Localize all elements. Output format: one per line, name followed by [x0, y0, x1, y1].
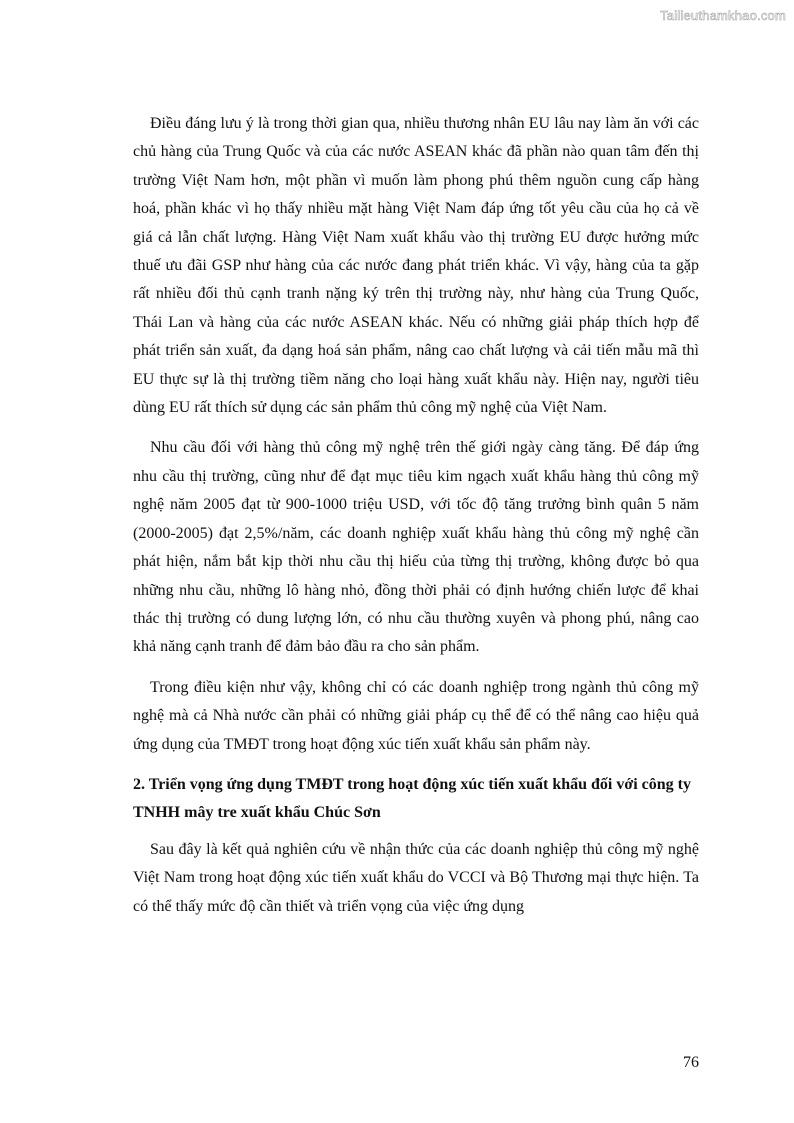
section-heading: 2. Triển vọng ứng dụng TMĐT trong hoạt động xúc tiến xuất khẩu đối với công ty TNHH mây tre xuất khẩu Chúc Sơn [133, 775, 691, 822]
paragraph-eu-market: Điều đáng lưu ý là trong thời gian qua, nhiều thương nhân EU lâu nay làm ăn với các chủ hàng của Trung Quốc và của các nước ASEAN khác đã phần nào quan tâm đến thị trường Việt Nam hơn, một phần vì muốn làm phong phú thêm nguồn cung cấp hàng hoá, phần khác vì họ thấy nhiều mặt hàng Việt Nam đáp ứng tốt yêu cầu của họ cả về giá cả lẫn chất lượng. Hàng Việt Nam xuất khẩu vào thị trường EU được hưởng mức thuế ưu đãi GSP như hàng của các nước đang phát triển khác. Vì vậy, hàng của ta gặp rất nhiều đối thủ cạnh tranh nặng ký trên thị trường này, như hàng của Trung Quốc, Thái Lan và hàng của các nước ASEAN khác. Nếu có những giải pháp thích hợp để phát triển sản xuất, đa dạng hoá sản phẩm, nâng cao chất lượng và cải tiến mẫu mã thì EU thực sự là thị trường tiềm năng cho loại hàng xuất khẩu này. Hiện nay, người tiêu dùng EU rất thích sử dụng các sản phẩm thủ công mỹ nghệ của Việt Nam. [133, 115, 699, 417]
page-number: 76 [683, 1054, 699, 1071]
watermark: Tailieuthamkhao.com [660, 8, 786, 23]
paragraph-conditions: Trong điều kiện như vậy, không chỉ có các doanh nghiệp trong ngành thủ công mỹ nghệ mà cả Nhà nước cần phải có những giải pháp cụ thể để có thể nâng cao hiệu quả ứng dụng của TMĐT trong hoạt động xúc tiến xuất khẩu sản phẩm này. [133, 678, 699, 753]
page-body [133, 110, 699, 933]
paragraph-demand: Nhu cầu đối với hàng thủ công mỹ nghệ trên thế giới ngày càng tăng. Để đáp ứng nhu cầu thị trường, cũng như để đạt mục tiêu kim ngạch xuất khẩu hàng thủ công mỹ nghệ năm 2005 đạt từ 900-1000 triệu USD, với tốc độ tăng trưởng bình quân 5 năm (2000-2005) đạt 2,5%/năm, các doanh nghiệp xuất khẩu hàng thủ công mỹ nghệ cần phát hiện, nắm bắt kịp thời nhu cầu thị hiếu của từng thị trường, không được bỏ qua những nhu cầu, những lô hàng nhỏ, đồng thời phải có định hướng chiến lược để khai thác thị trường có dung lượng lớn, có nhu cầu thường xuyên và phong phú, nâng cao khả năng cạnh tranh để đảm bảo đầu ra cho sản phẩm. [133, 439, 699, 656]
paragraph-research: Sau đây là kết quả nghiên cứu về nhận thức của các doanh nghiệp thủ công mỹ nghệ Việt Nam trong hoạt động xúc tiến xuất khẩu do VCCI và Bộ Thương mại thực hiện. Ta có thể thấy mức độ cần thiết và triển vọng của việc ứng dụng [133, 840, 699, 915]
